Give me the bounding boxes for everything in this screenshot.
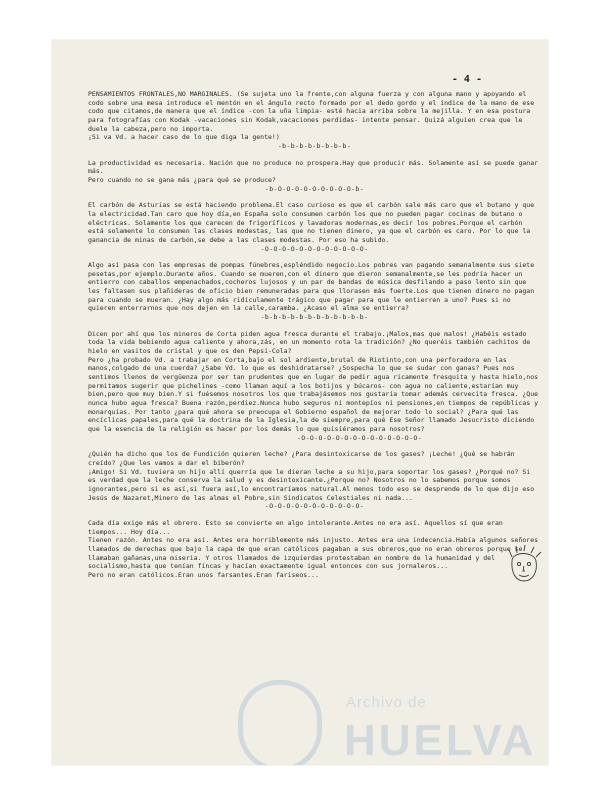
shield-icon <box>238 680 322 765</box>
document-page <box>52 40 548 765</box>
watermark-top: Archivo de <box>346 694 427 711</box>
separator-line: -b-b-b-b-b-b-b-b- <box>277 141 352 150</box>
paragraph: Dicen por ahí que los mineros de Corta piden agua fresca durante el trabajo.¡Malos,mas que malos! ¿Habéis estado toda la vida bebiendo agua caliente y ahora,zás, en un momento rota la tradición? ¿No queréis también cachitos de hielo en vasitos de cristal y que os den Pepsi-Cola? Pero ¿ha probado Vd. a trabajar en Corta,bajo el sol ardiente,brutal de Riotinto,con una perforadora en las manos,colgado de una cuerda? ¿Sabe Vd. lo que es deshidratarse? ¿Sospecha lo que se sudar con ganas? Pues nos sentimos llenos de vergüenza por ser tan prudentes que en lugar de pedir agua ricamente fresquita y hasta hielo,nos permitamos sugerir que pichelines -como llaman aquí a los botijos y búcaros- con agua no caliente,estarían muy bien,pero que muy bien.Y si fuésemos nosotros los que trabajásemos nos gustaría tomar además cervecita fresca. ¿Que nunca hubo agua fresca? Buena razón,perdiez.Nunca hubo seguros ni montepíos ni pensiones,en tiempos de repúblicas y monarquías. Por tanto ¿para qué ahora se preocupa el Gobierno español de mejorar todo lo social? ¿Para qué las encíclicas papales,para qué la doctrina de la Iglesia,la de siempre,para qué Ese Señor llamado Jesucristo diciendo que la esencia de la religión es hacer por los demás lo que quisiéramos para nosotros? <box>88 329 539 433</box>
separator-line: -b-O-O-O-O-O-O-O-O-O-b- <box>264 184 365 193</box>
face-doodle-icon <box>504 545 544 587</box>
archive-watermark <box>238 680 538 765</box>
paragraph: PENSAMIENTOS FRONTALES,NO MARGINALES. (Se sujeta uno la frente,con alguna fuerza y con alguna mano y apoyando el codo sobre una mesa introduce el mentón en el ángulo recto formado por el dedo gordo y el índice de la mano de ese codo que citamos,de manera que el índice -con la uña limpia- esté hacia arriba sobre la mejilla. Y en esa postura para fotografías con Kodak -vacaciones sin Kodak,vacaciones perdidas- intente pensar. Quizá alguien crea que le duele la cabeza,pero no importa. ¡Si va Vd. a hacer caso de lo que diga la gente!) <box>88 90 535 142</box>
separator-line: -O-O-O-O-O-O-O-O-O-O-O-O-O-O- <box>296 433 423 442</box>
paragraph: Algo así pasa con las empresas de pompas fúnebres,espléndido negocio.Los pobres van pagando semanalmente sus siete pesetas,por ejemplo.Durante años. Cuando se mueren,con el dinero que dieron semanalmente,se les podría hacer un entierro con caballos empenachados,cocheros lujosos y un par de bandas de música desfilando a paso lento sin que les faltasen sus plañideras de oficio bien remuneradas para que llorasen más fuerte.Los que tienen dinero no pagan para cuando se mueran. ¿Hay algo más ridículamente trágico que pagar para que le entierren a uno? Pues si no quieren enterrarnos que nos dejen en la calle,caramba. ¿Acaso el alma se entierra? <box>88 261 539 313</box>
paragraph: El carbón de Asturias se está haciendo problema.El caso curioso es que el carbón sale más caro que el butano y que la electricidad.Tan caro que hoy día,en España solo consumen carbón los que no pueden pagar cocinas de butano o eléctricas. Solamente los que carecen de frigoríficos y lavadoras modernas,es decir los pobres.Porque el carbón está solamente lo consumen las clases modestas, las que no tienen dinero, ya que el carbón es caro. Por lo que la ganancia de minas de carbón,se debe a las clases modestas. Por eso ha subido. <box>88 201 539 244</box>
separator-line: -O-O-O-O-O-O-O-O-O-O-O- <box>264 502 365 511</box>
paragraph: La productividad es necesaria. Nación que no produce no prospera.Hay que producir más. Solamente así se puede ganar más. Pero cuando no se gana más ¿para qué se produce? <box>88 158 539 184</box>
document-body <box>88 90 541 579</box>
watermark-big: HUELVA <box>344 716 537 765</box>
separator-line: -b-b-b-b-b-b-b-b-b-b-b-b- <box>260 313 369 322</box>
page-number: - 4 - <box>451 74 482 85</box>
paragraph: ¿Quién ha dicho que los de Fundición quieren leche? ¿Para desintoxicarse de los gases? ¡Leche! ¿Qué se habrán creído? ¿Que les vamos a dar el biberón? ¡Amigo! Si Vd. tuviera un hijo allí querría que le dieran leche a su hijo,para soportar los gases? ¿Porqué no? Si es verdad que la leche conserva la salud y es desintoxicante.¿Porque no? Nosotros no lo sabemos porque somos ignorantes,pero si es así,si fuera así,lo encontraríamos natural.Al menos todo eso se desprende de lo que dijo eso Jesús de Nazaret,Minero de las almas el Pobre,sin Sindicatos Celestiales ni nada... <box>88 450 535 502</box>
separator-line: -O-O-O-O-O-O-O-O-O-O-O-O- <box>260 244 369 253</box>
paragraph: Cada día exige más el obrero. Esto se convierte en algo intolerante.Antes no era así. Aquellos sí que eran tiempos... Hoy día... Tienen razón. Antes no era así. Antes era horriblemente más injusto. Antes era una indecencia.Había algunos señores llamados de derechas que bajo la capa de que eran católicos pagaban a sus obreros,que no eran obreros porque se llamaban gañanas,una miseria. Y otros llamados de izquierdas protestaban en nombre de la humanidad y del socialismo,hasta que tenían fincas y hacían exactamente igual entonces con sus jornaleros... Pero no eran católicos.Eran unos farsantes.Eran fariseos... <box>88 518 539 579</box>
